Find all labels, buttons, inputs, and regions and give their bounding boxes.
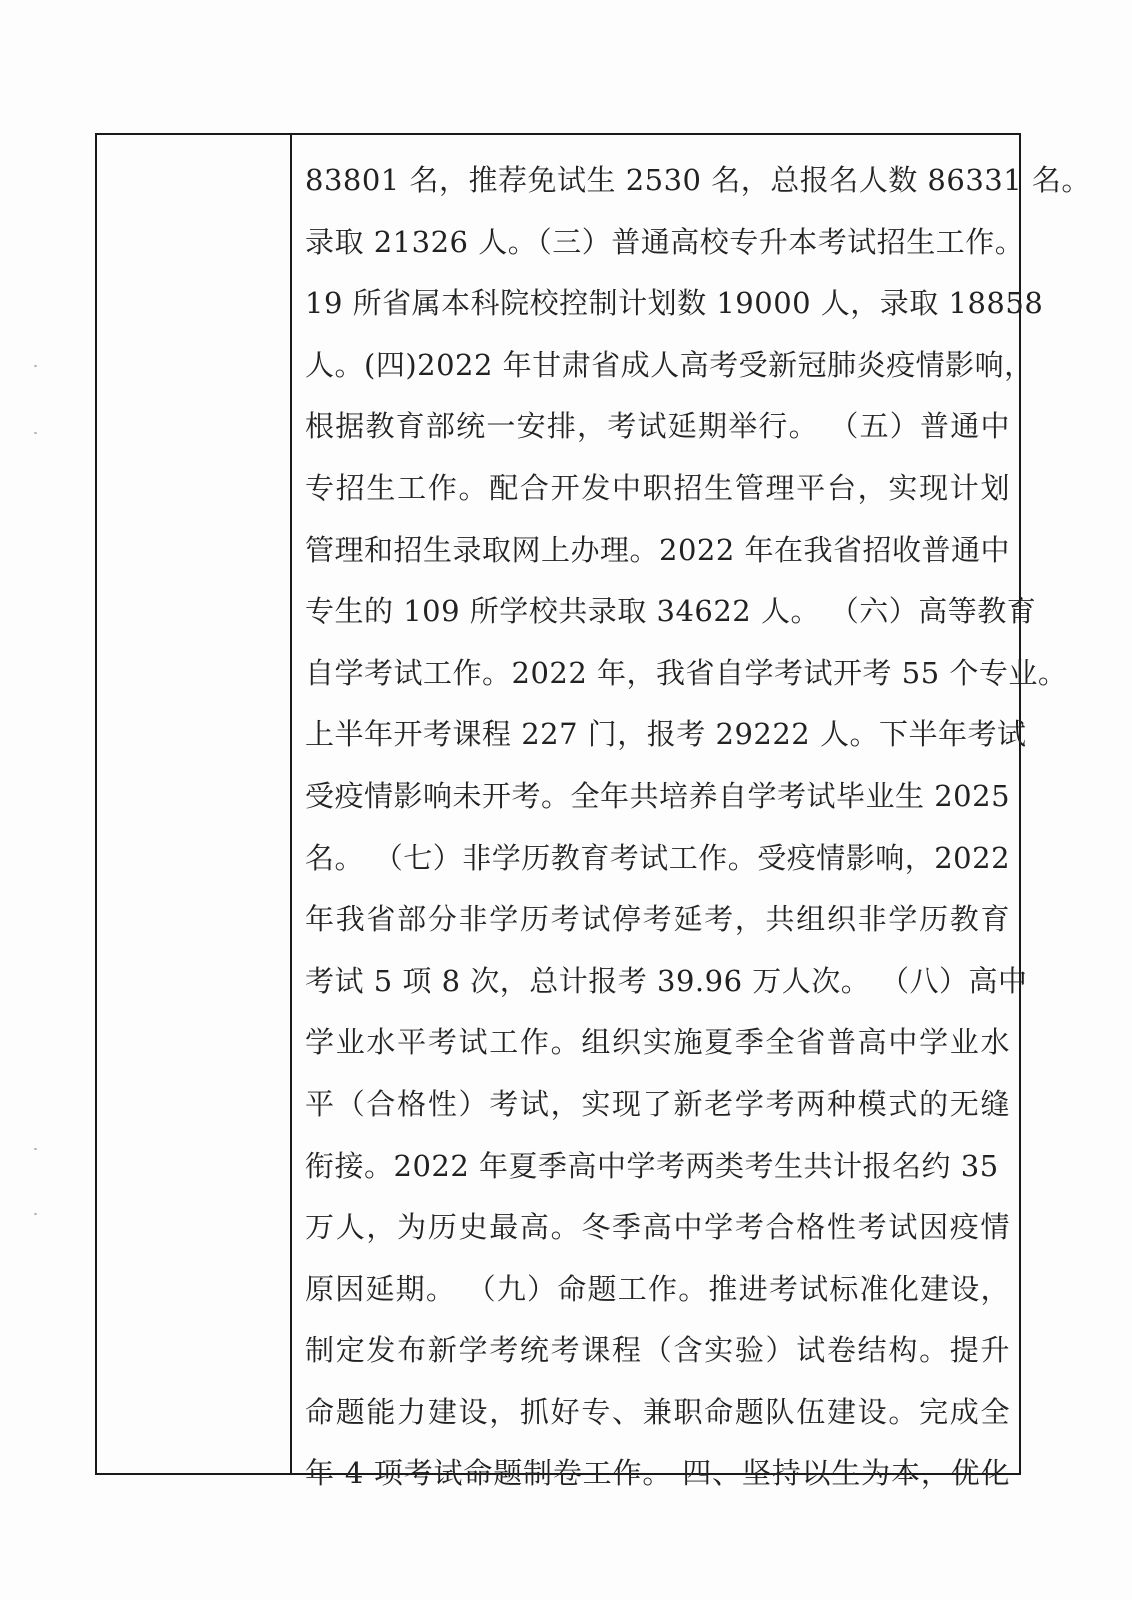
body-line: 录取 21326 人。（三）普通高校专升本考试招生工作。: [305, 224, 1025, 259]
table-right-cell: [305, 150, 1091, 1491]
body-line: 名。 （七）非学历教育考试工作。受疫情影响，2022: [305, 840, 1011, 875]
body-line: 原因延期。 （九）命题工作。推进考试标准化建设，: [305, 1271, 1010, 1306]
body-line: 受疫情影响未开考。全年共培养自学考试毕业生 2025: [305, 778, 1011, 813]
scan-speck: [34, 1213, 37, 1215]
body-line: 年 4 项考试命题制卷工作。 四、坚持以生为本，优化: [305, 1456, 1010, 1491]
body-line: 专生的 109 所学校共录取 34622 人。 （六）高等教育: [305, 594, 1037, 629]
body-line: 专招生工作。配合开发中职招生管理平台，实现计划: [305, 470, 1010, 505]
body-line: 命题能力建设，抓好专、兼职命题队伍建设。完成全: [305, 1394, 1010, 1429]
body-line: 万人，为历史最高。冬季高中学考合格性考试因疫情: [305, 1210, 1010, 1245]
body-line: 上半年开考课程 227 门，报考 29222 人。下半年考试: [305, 717, 1027, 752]
body-line: 平（合格性）考试，实现了新老学考两种模式的无缝: [305, 1086, 1010, 1121]
body-line: 根据教育部统一安排，考试延期举行。 （五）普通中: [305, 409, 1010, 444]
scan-speck: [34, 1148, 37, 1150]
body-line: 学业水平考试工作。组织实施夏季全省普高中学业水: [305, 1025, 1010, 1060]
column-divider: [290, 133, 292, 1475]
body-line: 自学考试工作。2022 年，我省自学考试开考 55 个专业。: [305, 655, 1068, 690]
scan-speck: [34, 365, 37, 367]
body-line: 制定发布新学考统考课程（含实验）试卷结构。提升: [305, 1333, 1010, 1368]
body-line: 年我省部分非学历考试停考延考，共组织非学历教育: [305, 902, 1010, 937]
body-line: 83801 名，推荐免试生 2530 名，总报名人数 86331 名。: [305, 163, 1091, 197]
body-line: 管理和招生录取网上办理。2022 年在我省招收普通中: [305, 532, 1011, 567]
body-line: 19 所省属本科院校控制计划数 19000 人，录取 18858: [305, 286, 1044, 321]
body-line: 人。(四)2022 年甘肃省成人高考受新冠肺炎疫情影响，: [305, 347, 1034, 382]
table-left-cell: [97, 135, 290, 1473]
body-line: 衔接。2022 年夏季高中学考两类考生共计报名约 35: [305, 1148, 999, 1183]
scan-speck: [34, 432, 37, 434]
body-line: 考试 5 项 8 次，总计报考 39.96 万人次。 （八）高中: [305, 963, 1028, 998]
